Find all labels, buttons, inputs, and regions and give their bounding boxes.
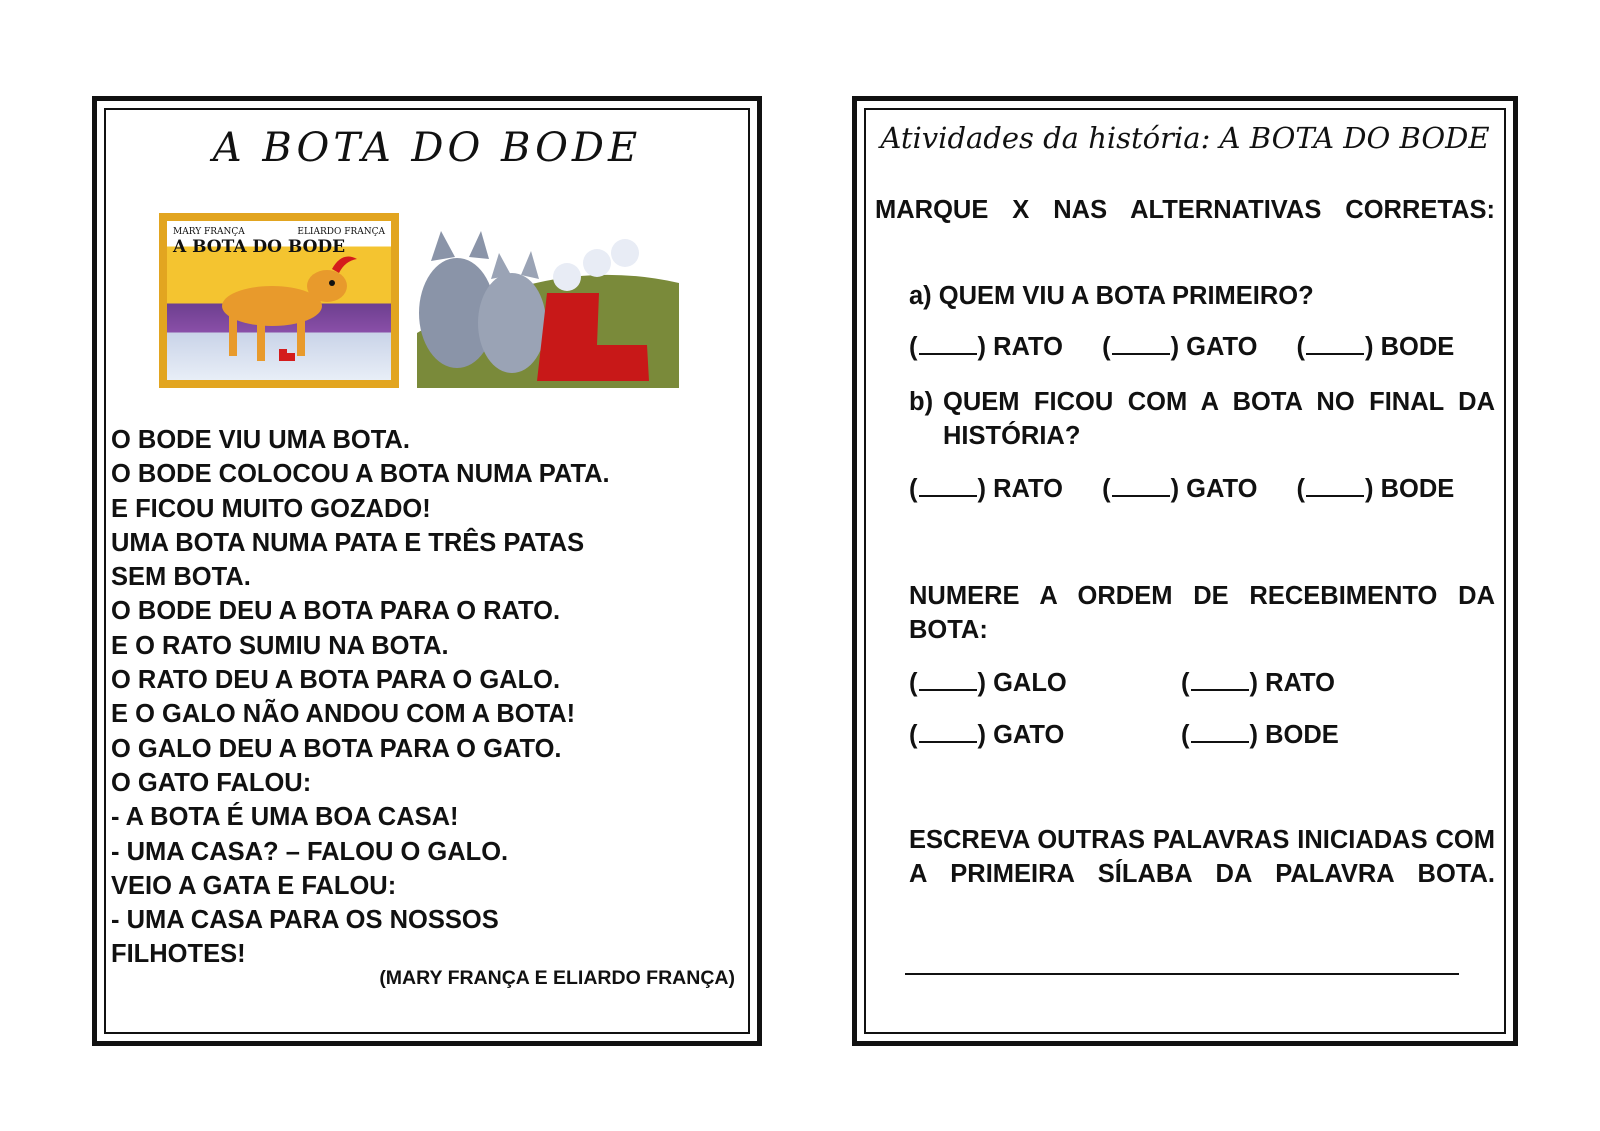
question-b-text: QUEM FICOU COM A BOTA NO FINAL DA HISTÓRIA? [943, 388, 1495, 450]
story-line: E FICOU MUITO GOZADO! [111, 494, 431, 523]
story-line: VEIO A GATA E FALOU: [111, 871, 397, 900]
story-line: O RATO DEU A BOTA PARA O GALO. [111, 666, 561, 695]
story-line: E O RATO SUMIU NA BOTA. [111, 631, 449, 660]
question-a-label: a) [909, 282, 932, 310]
question-b-label: b) [909, 388, 934, 416]
activities-title: Atividades da história: A BOTA DO BODE [880, 121, 1490, 155]
option-gato[interactable]: ( ) GATO [1102, 333, 1258, 361]
story-credit: (MARY FRANÇA E ELIARDO FRANÇA) [379, 967, 735, 989]
story-line: - UMA CASA PARA OS NOSSOS [111, 906, 499, 935]
story-line: O GALO DEU A BOTA PARA O GATO. [111, 734, 562, 763]
story-line: - UMA CASA? – FALOU O GALO. [111, 837, 509, 866]
instruction-text: MARQUE X NAS ALTERNATIVAS CORRETAS: [875, 196, 1495, 224]
story-line: SEM BOTA. [111, 563, 251, 592]
cover-authors [173, 227, 385, 237]
option-rato[interactable]: ( ) RATO [909, 333, 1063, 361]
story-title: A BOTA DO BODE [212, 125, 642, 171]
story-line: O GATO FALOU: [111, 768, 312, 797]
cover-author-2: ELIARDO FRANÇA [297, 227, 385, 237]
question-a-text: QUEM VIU A BOTA PRIMEIRO? [938, 282, 1314, 310]
order-option-rato[interactable]: ( ) RATO [1181, 669, 1335, 697]
question-b-options [909, 475, 1486, 504]
activities-card [852, 96, 1518, 1046]
story-line: O BODE DEU A BOTA PARA O RATO. [111, 597, 561, 626]
question-a [909, 279, 1314, 313]
story-card [92, 96, 762, 1046]
story-text [111, 423, 610, 972]
write-instruction: ESCREVA OUTRAS PALAVRAS INICIADAS COM A PRIMEIRA SÍLABA DA PALAVRA BOTA. [909, 826, 1495, 888]
cover-title: A BOTA DO BODE [173, 237, 346, 257]
book-cover-image [159, 213, 399, 388]
story-line: UMA BOTA NUMA PATA E TRÊS PATAS [111, 528, 585, 557]
cover-author-1: MARY FRANÇA [173, 227, 245, 237]
cats-boot-illustration [417, 213, 679, 388]
activities-card-inner-border [864, 108, 1506, 1034]
story-line: O BODE COLOCOU A BOTA NUMA PATA. [111, 460, 610, 489]
order-option-galo[interactable]: ( ) GALO [909, 669, 1067, 697]
option-bode[interactable]: ( ) BODE [1296, 475, 1455, 503]
story-line: - A BOTA É UMA BOA CASA! [111, 803, 459, 832]
option-rato[interactable]: ( ) RATO [909, 475, 1063, 503]
question-a-options [909, 333, 1486, 362]
order-option-bode[interactable]: ( ) BODE [1181, 721, 1339, 749]
story-line: FILHOTES! [111, 940, 246, 969]
option-bode[interactable]: ( ) BODE [1296, 333, 1455, 361]
answer-line[interactable] [905, 973, 1459, 975]
order-instruction: NUMERE A ORDEM DE RECEBIMENTO DA BOTA: [909, 582, 1495, 644]
story-line: O BODE VIU UMA BOTA. [111, 426, 410, 454]
order-option-gato[interactable]: ( ) GATO [909, 721, 1065, 749]
cats-in-boot-picture [417, 213, 679, 388]
story-line: E O GALO NÃO ANDOU COM A BOTA! [111, 700, 576, 729]
option-gato[interactable]: ( ) GATO [1102, 475, 1258, 503]
